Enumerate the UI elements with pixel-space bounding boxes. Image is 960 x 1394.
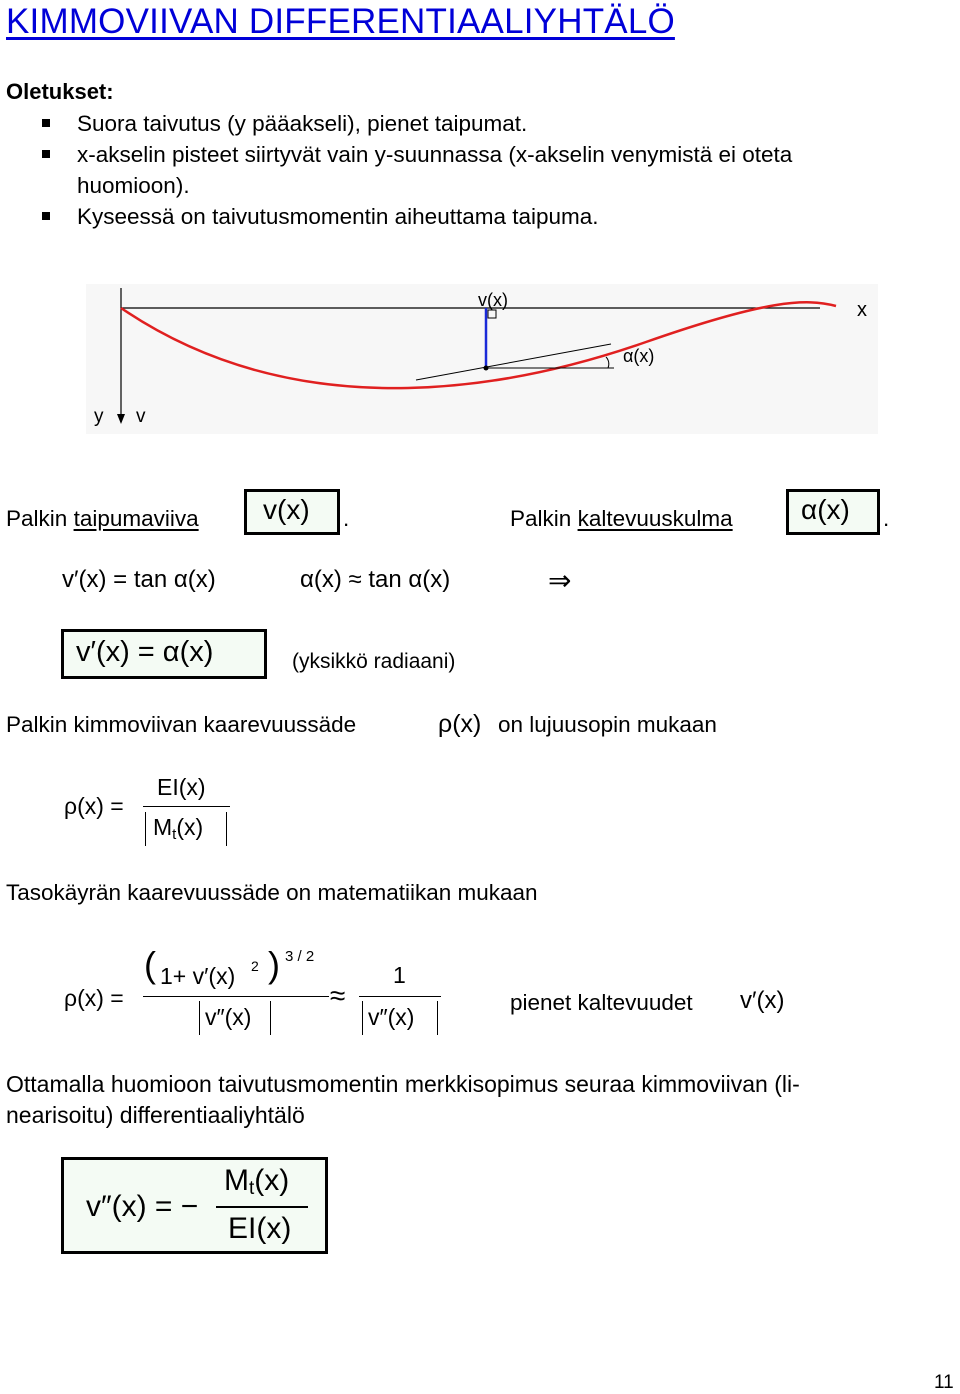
assumption-item (77, 108, 527, 139)
final-equation-box (61, 1157, 328, 1254)
fraction-line (359, 996, 441, 997)
rho3-numerator: 1 (393, 962, 406, 988)
moment-argument: (x) (176, 814, 204, 840)
abs-bar (226, 812, 227, 846)
label-v: v(x) (478, 290, 508, 310)
deflection-term: taipumaviiva (73, 506, 199, 531)
deflection-prefix: Palkin (6, 506, 68, 531)
slope-symbol: α(x) (801, 494, 850, 525)
final-denominator: EI(x) (228, 1212, 292, 1245)
rho-numerator: EI(x) (157, 774, 206, 800)
label-y: y (94, 406, 104, 427)
rho2-denominator: v″(x) (205, 1004, 252, 1030)
abs-bar (270, 1001, 271, 1035)
rho-lhs: ρ(x) = (64, 793, 124, 819)
assumption-text-continued: huomioon). (77, 173, 190, 198)
final-moment-subscript: t (249, 1178, 255, 1199)
abs-bar (362, 1001, 363, 1035)
abs-bar (437, 1001, 438, 1035)
slope-equation: v′(x) = α(x) (76, 636, 214, 668)
slope-prefix: Palkin (510, 506, 572, 531)
fraction-line (143, 996, 329, 997)
abs-bar (199, 1001, 200, 1035)
moment-symbol: M (153, 814, 173, 840)
assumptions-heading: Oletukset: (6, 79, 114, 104)
final-moment-symbol: M (224, 1164, 249, 1197)
period: . (343, 506, 350, 531)
plane-curve-text: Tasokäyrän kaarevuussäde on matematiikan mukaan (6, 880, 538, 905)
fraction-line (143, 806, 230, 807)
page-title: KIMMOVIIVAN DIFFERENTIAALIYHTÄLÖ (6, 2, 675, 41)
moment-subscript: t (172, 826, 177, 843)
page-number: 11 (934, 1372, 954, 1393)
slope-symbol-box (786, 489, 880, 535)
label-alpha: α(x) (623, 346, 655, 366)
slope-equation-box (61, 629, 267, 679)
beam-deflection-figure (86, 284, 878, 434)
assumption-text: Kyseessä on taivutusmomentin aiheuttama taipuma. (77, 204, 599, 229)
deflection-symbol: v(x) (263, 494, 310, 525)
fraction-line (216, 1206, 308, 1208)
final-lhs: v″(x) = − (86, 1190, 199, 1223)
label-v-axis: v (136, 406, 146, 427)
unit-note: (yksikkö radiaani) (292, 650, 456, 673)
slope-definition (510, 506, 733, 532)
implies-icon: ⇒ (548, 565, 572, 596)
equation-small-angle: α(x) ≈ tan α(x) (300, 566, 451, 593)
slope-term: kaltevuuskulma (577, 506, 733, 531)
rho-symbol: ρ(x) (438, 710, 482, 738)
rho2-lhs: ρ(x) = (64, 985, 124, 1011)
bullet-square-icon (42, 119, 50, 127)
assumption-text: Suora taivutus (y pääakseli), pienet taipumat. (77, 111, 528, 136)
three-halves-exponent: 3 / 2 (285, 948, 315, 965)
rho3-denominator: v″(x) (368, 1004, 415, 1030)
bullet-square-icon (42, 150, 50, 158)
equation-tan: v′(x) = tan α(x) (62, 566, 216, 593)
final-numerator (224, 1164, 289, 1200)
assumption-item (77, 139, 792, 170)
assumption-text: x-akselin pisteet siirtyvät vain y-suunnassa (x-akselin venymistä ei oteta (77, 142, 793, 167)
curvature-suffix: on lujuusopin mukaan (498, 712, 717, 737)
assumption-item (77, 201, 599, 232)
small-slopes-text: pienet kaltevuudet (510, 990, 693, 1015)
final-text-line2: nearisoitu) differentiaaliyhtälö (6, 1102, 305, 1128)
period: . (883, 506, 890, 531)
deflection-symbol-box (244, 489, 340, 535)
tangent-point (484, 366, 489, 371)
curvature-text: Palkin kimmoviivan kaarevuussäde (6, 712, 357, 737)
deflection-definition (6, 506, 199, 532)
abs-bar (145, 812, 146, 846)
approx-icon: ≈ (330, 980, 346, 1011)
square-exponent: 2 (251, 958, 259, 974)
final-moment-argument: (x) (254, 1164, 290, 1197)
bullet-square-icon (42, 212, 50, 220)
small-slopes-symbol: v′(x) (740, 987, 785, 1014)
label-x: x (857, 299, 867, 321)
paren-open: ( (144, 944, 156, 985)
final-text-line1: Ottamalla huomioon taivutusmomentin merkkisopimus seuraa kimmoviivan (li- (6, 1071, 800, 1097)
paren-close: ) (268, 944, 280, 985)
rho-denominator (153, 814, 203, 843)
rho2-numerator: 1+ v′(x) (160, 963, 236, 989)
